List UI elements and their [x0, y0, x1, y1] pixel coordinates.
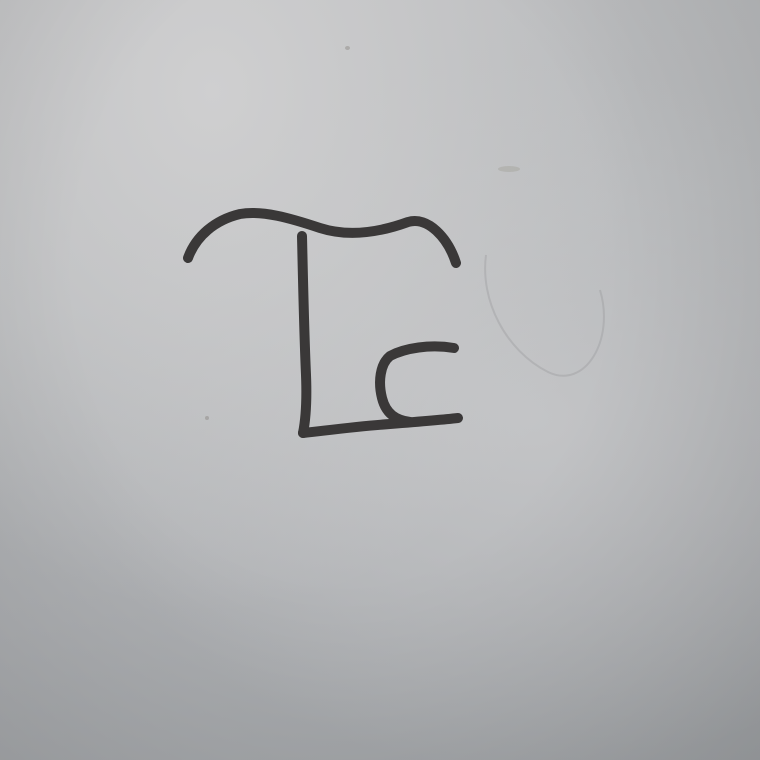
monogram-ink [188, 213, 458, 433]
baseline-stroke [303, 418, 458, 433]
faint-pencil-arc [485, 255, 604, 376]
letter-c [380, 346, 454, 422]
letter-t-stem [302, 236, 306, 433]
letter-t-crossbar [188, 213, 456, 263]
